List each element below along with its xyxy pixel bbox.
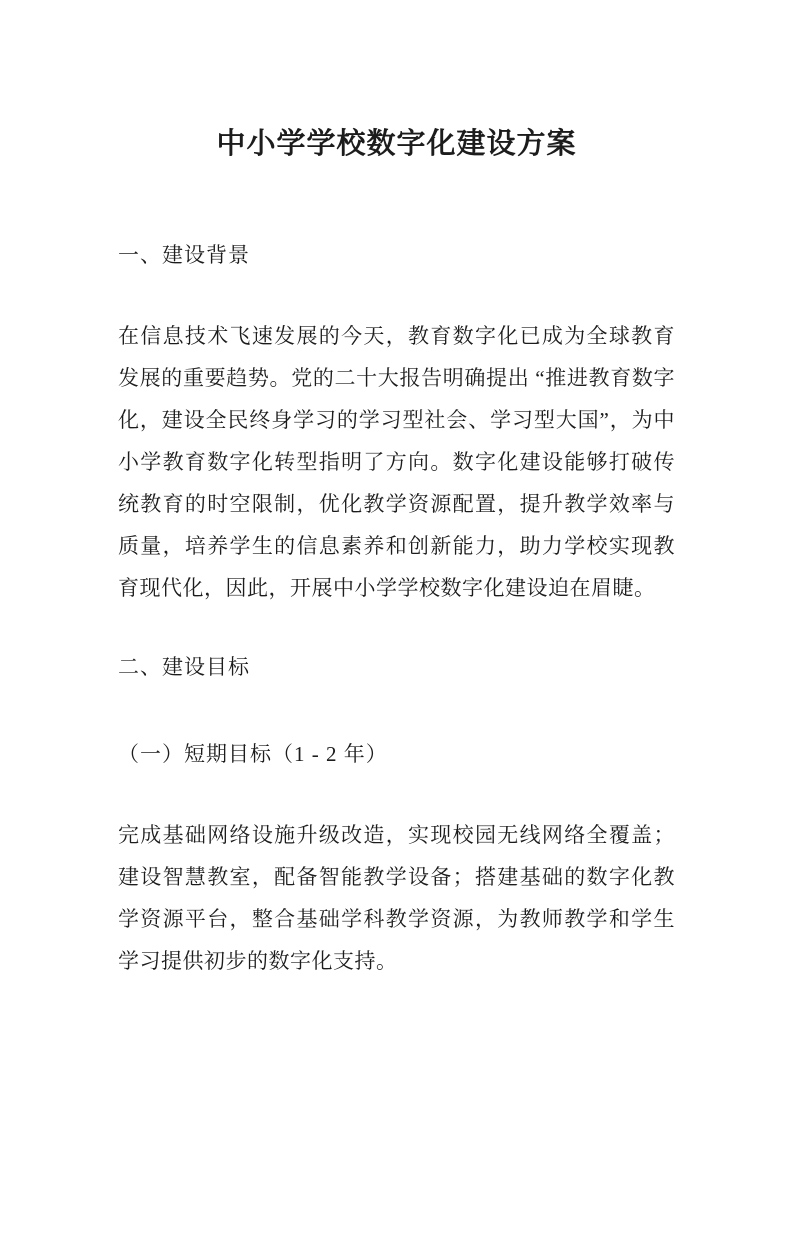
paragraph-background: 在信息技术飞速发展的今天，教育数字化已成为全球教育发展的重要趋势。党的二十大报告明确提出 “推进教育数字化，建设全民终身学习的学习型社会、学习型大国”，为中小学教育数字化转型指明了方向。数字化建设能够打破传统教育的时空限制，优化教学资源配置，提升教学效率与质量，培养学生的信息素养和创新能力，助力学校实现教育现代化，因此，开展中小学学校数字化建设迫在眉睫。 [118, 324, 675, 600]
section-heading-background: 一、建设背景 [118, 243, 250, 267]
paragraph-short-term-goals: 完成基础网络设施升级改造，实现校园无线网络全覆盖；建设智慧教室，配备智能教学设备；搭建基础的数字化教学资源平台，整合基础学科教学资源，为教师教学和学生学习提供初步的数字化支持。 [118, 823, 675, 973]
document-title: 中小学学校数字化建设方案 [216, 128, 577, 160]
subsection-heading-short-term-goals: （一）短期目标（1 - 2 年） [118, 742, 388, 766]
section-heading-goals: 二、建设目标 [118, 655, 250, 679]
document-page [0, 120, 793, 1242]
